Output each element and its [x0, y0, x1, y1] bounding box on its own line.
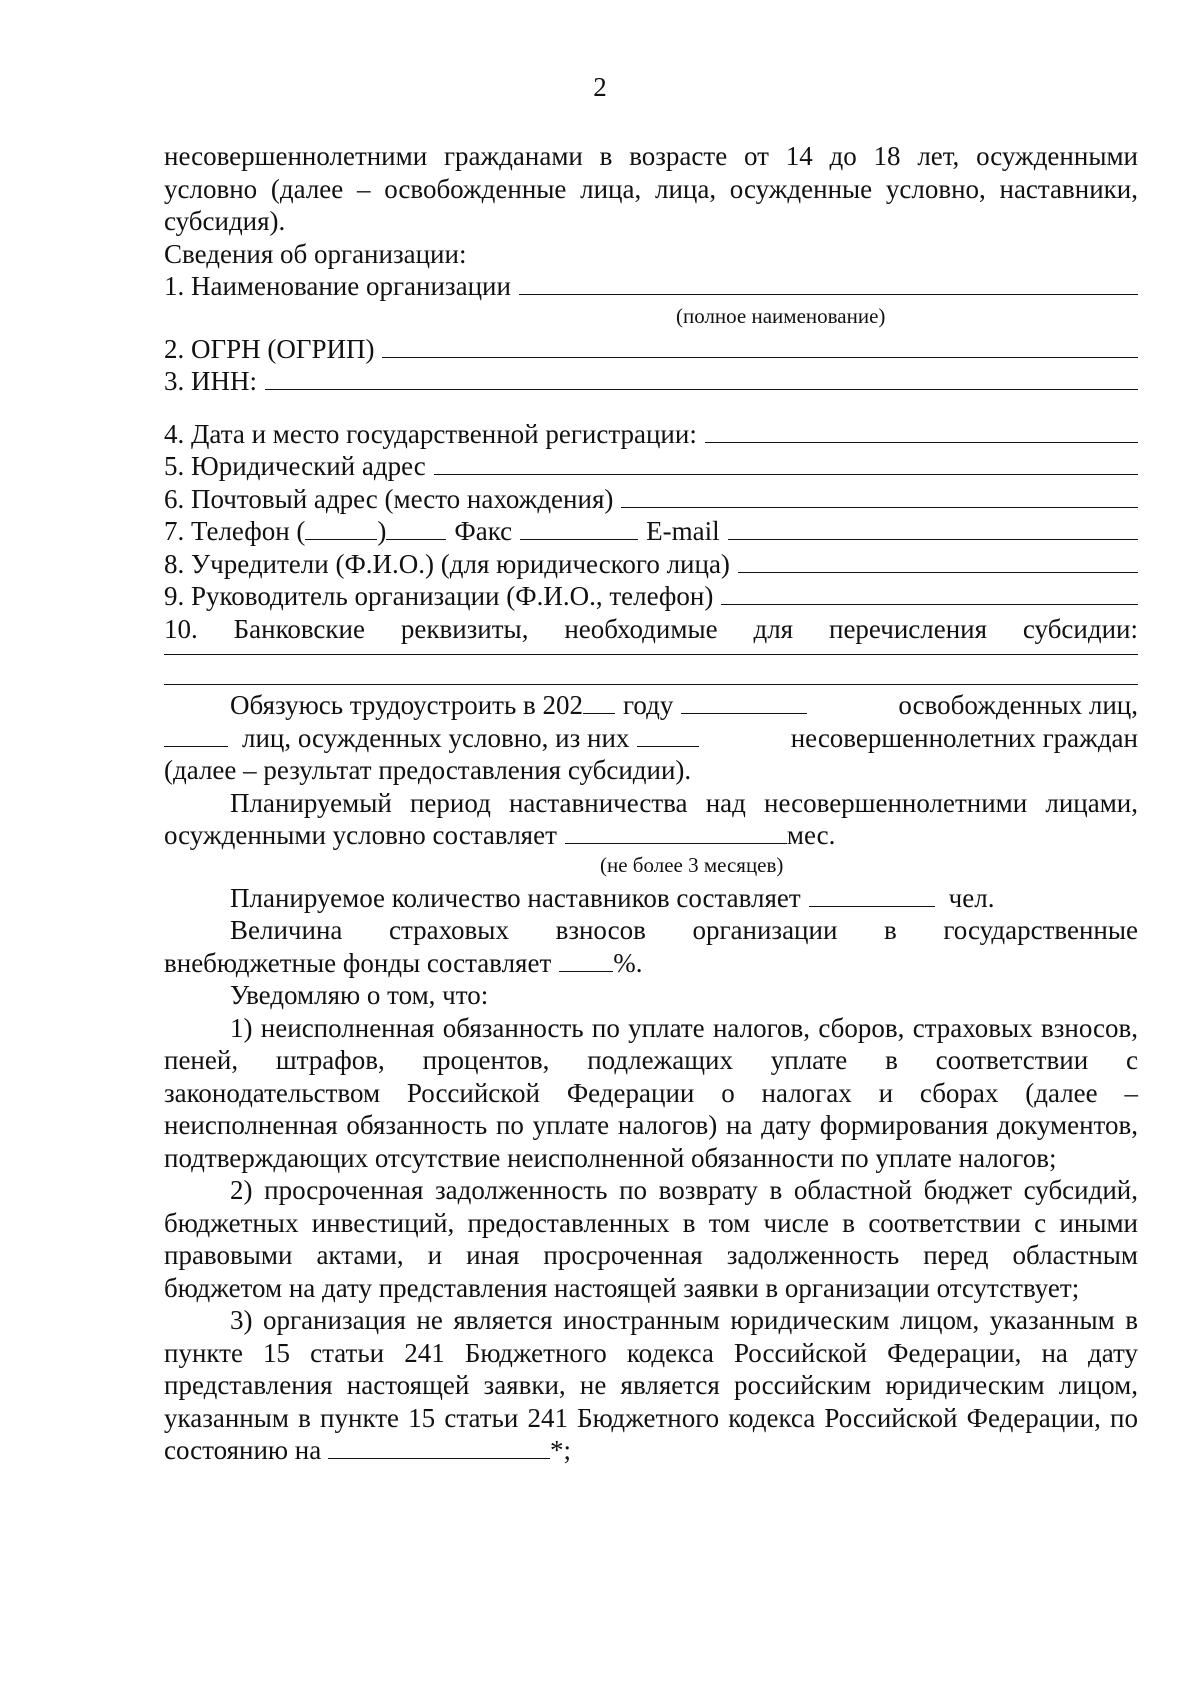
insurance-line-1: Величина страховых взносов организации в государственные — [230, 915, 1138, 945]
inn-blank[interactable] — [265, 365, 1138, 390]
field-legal-address-label: 5. Юридический адрес — [164, 451, 426, 481]
page-number: 2 — [593, 72, 607, 102]
mentor-period-line-2 — [164, 819, 1138, 852]
field-bank-details: 10. Банковские реквизиты, необходимые для перечисления субсидии: — [164, 613, 1138, 644]
org-heading: Сведения об организации: — [164, 238, 467, 269]
phone-number-blank[interactable] — [386, 515, 446, 540]
insurance-line-2 — [164, 947, 1138, 980]
item-1: 1) неисполненная обязанность по уплате налогов, сборов, страховых взносов, пеней, штрафов, процентов, подлежащих уплате в соответствии с законодательством Российской Федерации о налогах и сборах (далее – неисполненная обязанность по уплате налогов) на дату формирования документов, подтверждающих отсутствие неисполненной обязанности по уплате налогов; — [164, 1012, 1138, 1173]
field-ogrn — [164, 333, 1138, 366]
field-registration — [164, 418, 1138, 451]
notify-heading: Уведомляю о том, что: — [230, 980, 489, 1010]
mentor-period-unit: мес. — [786, 820, 836, 850]
director-blank[interactable] — [721, 580, 1138, 605]
field-founders — [164, 548, 1138, 581]
item-2: 2) просроченная задолженность по возврату в областной бюджет субсидий, бюджетных инвестиций, предоставленных в том числе в соответствии с иными правовыми актами, и иная просроченная задолженность перед областным бюджетом на дату представления настоящей заявки в организации отсутствует; — [164, 1175, 1138, 1303]
ogrn-blank[interactable] — [382, 333, 1138, 358]
commit-line-2 — [164, 722, 1138, 755]
minors-count-blank[interactable] — [637, 722, 699, 747]
commit-line-1 — [164, 689, 1138, 722]
field-org-name — [164, 270, 1138, 303]
phone-code-blank[interactable] — [305, 515, 377, 540]
field-phone-fax-email — [164, 515, 1138, 548]
commit-text-b: году — [623, 690, 674, 720]
field-inn-label: 3. ИНН: — [164, 366, 257, 396]
intro-line-1: несовершеннолетними гражданами в возрасте от 14 до 18 лет, осужденными — [164, 141, 1138, 171]
org-name-caption: (полное наименование) — [676, 303, 886, 328]
insurance-blank[interactable] — [559, 947, 613, 972]
item-3-end: *; — [550, 1435, 572, 1465]
bank-details-blank-1[interactable] — [164, 653, 1138, 655]
mentor-count-line — [164, 882, 1138, 915]
field-registration-label: 4. Дата и место государственной регистрации: — [164, 418, 697, 449]
mentor-period-blank[interactable] — [565, 819, 787, 844]
mentor-count-text: Планируемое количество наставников составляет — [230, 882, 801, 913]
fax-blank[interactable] — [520, 515, 638, 540]
legal-address-blank[interactable] — [434, 450, 1138, 475]
field-postal-address-label: 6. Почтовый адрес (место нахождения) — [164, 483, 614, 514]
commit-line-3: (далее – результат предоставления субсидии). — [164, 755, 692, 785]
field-postal-address — [164, 483, 1138, 516]
released-count-blank[interactable] — [681, 689, 807, 714]
year-blank[interactable] — [583, 689, 615, 714]
item-3-text: 3) организация не является иностранным юридическим лицом, указанным в пункте 15 статьи 241 Бюджетного кодекса Российской Федерации, на дату представления настоящей заявки, не является российским юридическим лицом, указанным в пункте 15 статьи 241 Бюджетного кодекса Российской Федерации, по состоянию на — [164, 1305, 1138, 1465]
item-3-date-blank[interactable] — [328, 1434, 550, 1459]
field-inn — [164, 365, 1138, 398]
mentor-count-blank[interactable] — [809, 882, 935, 907]
phone-paren: ) — [377, 516, 387, 546]
insurance-unit: %. — [613, 947, 643, 978]
email-blank[interactable] — [728, 515, 1138, 540]
intro-rest: условно (далее – освобожденные лица, лица, осужденные условно, наставники, субсидия). — [164, 173, 1138, 236]
field-founders-label: 8. Учредители (Ф.И.О.) (для юридического лица) — [164, 548, 730, 579]
field-org-name-label: 1. Наименование организации — [164, 271, 511, 301]
commit-text-e: несовершеннолетних граждан — [790, 722, 1138, 753]
registration-blank[interactable] — [705, 418, 1138, 443]
commit-text-c: освобожденных лиц, — [898, 690, 1138, 720]
insurance-text: внебюджетные фонды составляет — [164, 947, 552, 978]
org-name-blank[interactable] — [519, 270, 1138, 295]
field-director-label: 9. Руководитель организации (Ф.И.О., телефон) — [164, 581, 714, 611]
commit-text-d: лиц, осужденных условно, из них — [242, 722, 630, 753]
document-body — [164, 140, 1138, 1467]
item-3 — [164, 1304, 1138, 1467]
mentor-period-line-1: Планируемый период наставничества над несовершеннолетними лицами, — [230, 787, 1138, 818]
mentor-period-caption: (не более 3 месяцев) — [600, 852, 784, 877]
founders-blank[interactable] — [738, 548, 1138, 573]
postal-address-blank[interactable] — [621, 483, 1138, 508]
mentor-period-text: осужденными условно составляет — [164, 820, 557, 850]
phone-label: 7. Телефон ( — [164, 516, 306, 546]
field-legal-address — [164, 450, 1138, 483]
field-director — [164, 580, 1138, 613]
commit-text-a: Обязуюсь трудоустроить в 202 — [230, 690, 584, 720]
email-label: E-mail — [646, 516, 720, 546]
field-ogrn-label: 2. ОГРН (ОГРИП) — [164, 333, 375, 364]
fax-label: Факс — [454, 516, 513, 546]
mentor-count-unit: чел. — [948, 882, 995, 913]
conditional-count-blank[interactable] — [164, 722, 228, 747]
